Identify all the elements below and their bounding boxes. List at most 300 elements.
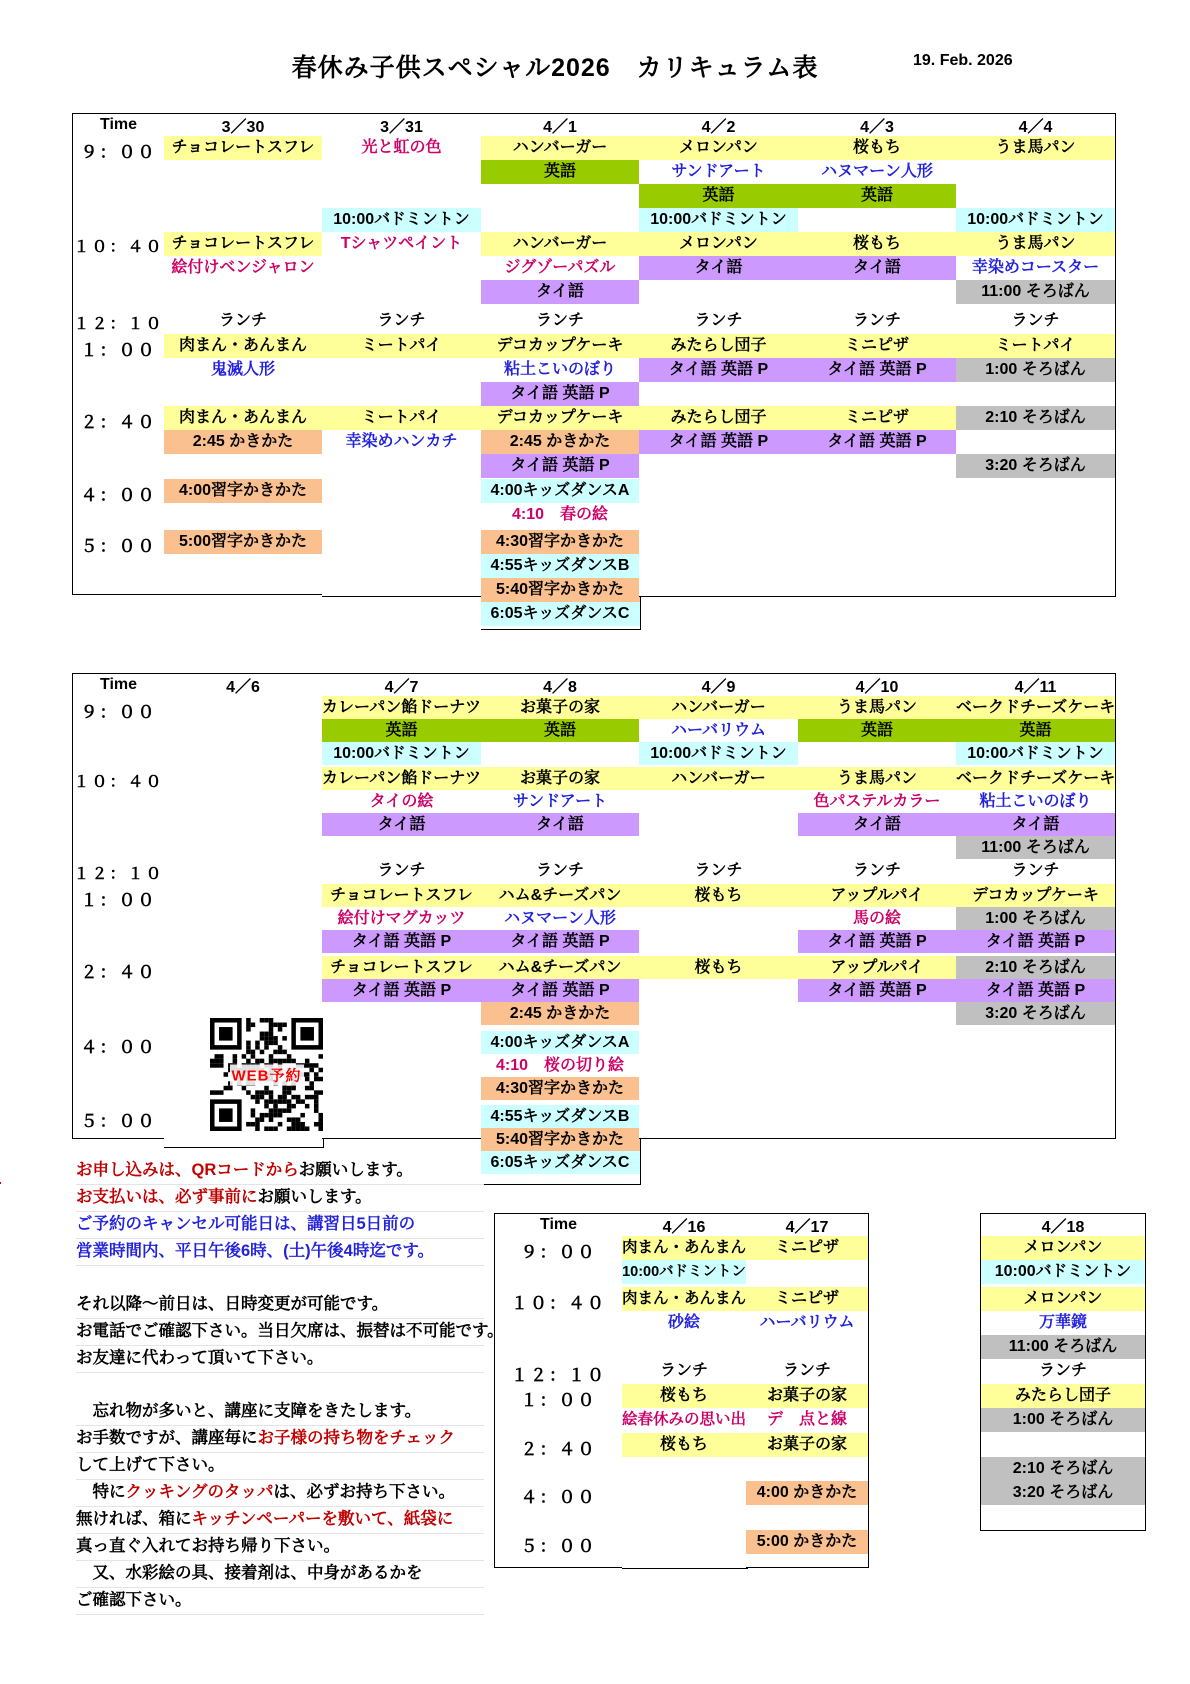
activity-line: うま馬パン	[798, 767, 957, 790]
schedule-cell	[481, 334, 641, 407]
schedule-cell	[798, 1105, 958, 1139]
activity-line: うま馬パン	[956, 136, 1115, 160]
note-text: お友達に代わって頂いて下さい。	[76, 1349, 324, 1367]
activity-line: 11:00 そろばん	[956, 836, 1115, 859]
column-header-time: Time	[494, 1213, 623, 1237]
time-cell	[494, 1433, 623, 1483]
schedule-cell	[481, 696, 641, 769]
time-cell	[72, 530, 165, 577]
activity-line: ランチ	[981, 1359, 1145, 1383]
activity-line: 10:00バドミントン	[322, 208, 481, 232]
note-line	[76, 1266, 484, 1292]
column-header-3-31: 3／31	[322, 113, 482, 137]
schedule-cell	[956, 884, 1116, 957]
note-line	[76, 1319, 504, 1346]
time-cell	[72, 136, 165, 234]
activity-line: ハンバーガー	[481, 232, 640, 256]
column-4-7	[322, 673, 482, 1139]
activity-line: 色パステルカラー	[798, 790, 957, 813]
schedule-cell	[746, 1287, 869, 1360]
activity-line: 3:20 そろばん	[981, 1481, 1145, 1505]
activity-line: チョコレートスフレ	[322, 956, 481, 979]
time-label: １：００	[520, 1391, 597, 1410]
activity-line: タイ語 英語 P	[956, 979, 1115, 1002]
activity-line: サンドアート	[639, 160, 798, 184]
activity-line: 4:00 かきかた	[746, 1481, 868, 1505]
activity-line: タイの絵	[322, 790, 481, 813]
note-line	[76, 1373, 484, 1399]
time-label: ９：００	[520, 1242, 597, 1262]
activity-line: 粘土こいのぼり	[956, 790, 1115, 813]
activity-line: 肉まん・あんまん	[622, 1287, 747, 1311]
activity-line: 桜もち	[639, 884, 798, 907]
column-4-2	[639, 113, 799, 597]
time-cell	[72, 479, 165, 531]
schedule-cell	[622, 1481, 748, 1569]
schedule-cell	[639, 136, 799, 234]
schedule-cell	[322, 406, 482, 481]
activity-line: タイ語 英語 P	[481, 454, 640, 478]
column-header-time: Time	[72, 673, 165, 697]
activity-line: サンドアート	[481, 790, 640, 813]
activity-line	[956, 184, 1115, 208]
activity-line: ランチ	[622, 1359, 747, 1383]
activity-line: ランチ	[798, 309, 957, 333]
activity-line: メロンパン	[981, 1236, 1145, 1260]
schedule-cell	[639, 334, 799, 407]
schedule-cell	[956, 406, 1116, 481]
activity-line: ランチ	[481, 859, 640, 882]
activity-line: アップルパイ	[798, 956, 957, 979]
schedule-cell	[322, 309, 482, 336]
schedule-cell	[639, 530, 799, 597]
schedule-cell	[481, 767, 641, 860]
column-time	[72, 673, 165, 1139]
qr-code	[210, 1018, 323, 1131]
schedule-cell	[639, 309, 799, 336]
schedule-cell	[639, 479, 799, 531]
schedule-cell	[956, 1105, 1116, 1139]
column-header-4-6: 4／6	[164, 673, 324, 697]
activity-line: 絵春休みの思い出	[622, 1408, 747, 1432]
activity-line: 2:45 かきかた	[481, 430, 640, 454]
activity-line: チョコレートスフレ	[322, 884, 481, 907]
schedule-cell	[639, 956, 799, 1033]
schedule-cell	[798, 479, 958, 531]
schedule-cell	[798, 406, 958, 481]
note-marker	[0, 1166, 1, 1184]
column-header-4-16: 4／16	[622, 1213, 748, 1237]
schedule-cell	[746, 1433, 869, 1483]
activity-line: 桜もち	[639, 956, 798, 979]
activity-line: 4:00キッズダンスA	[481, 479, 640, 503]
activity-line: お菓子の家	[481, 696, 640, 719]
activity-line: 4:55キッズダンスB	[481, 554, 640, 578]
schedule-cell	[481, 1105, 641, 1185]
activity-line: メロンパン	[639, 136, 798, 160]
schedule-cell	[956, 479, 1116, 531]
schedule-cell	[164, 136, 324, 234]
schedule-cell	[322, 334, 482, 407]
time-cell	[72, 859, 165, 886]
time-cell	[72, 696, 165, 769]
activity-line	[981, 1433, 1145, 1457]
time-label: ５：００	[80, 536, 157, 556]
schedule-cell	[980, 1287, 1146, 1360]
activity-line: 桜もち	[798, 136, 957, 160]
time-label: ４：００	[520, 1488, 597, 1507]
schedule-cell	[956, 136, 1116, 234]
schedule-cell	[322, 1031, 482, 1106]
activity-line: 幸染めハンカチ	[322, 430, 481, 454]
note-line	[76, 1239, 484, 1266]
schedule-cell	[164, 309, 324, 336]
activity-line: 1:00 そろばん	[956, 358, 1115, 382]
activity-line: タイ語 英語 P	[481, 930, 640, 953]
activity-line	[956, 160, 1115, 184]
schedule-cell	[481, 884, 641, 957]
activity-line: 10:00バドミントン	[981, 1260, 1145, 1284]
schedule-cell	[956, 696, 1116, 769]
note-line	[76, 1534, 484, 1561]
note-text: お願いします。	[257, 1188, 372, 1206]
column-header-4-8: 4／8	[481, 673, 641, 697]
column-header-4-17: 4／17	[746, 1213, 869, 1237]
activity-line: ランチ	[956, 309, 1115, 333]
activity-line: 桜もち	[798, 232, 957, 256]
time-label: １：００	[80, 341, 157, 360]
note-line	[76, 1292, 484, 1319]
schedule-cell	[798, 334, 958, 407]
activity-line: 万華鏡	[981, 1311, 1145, 1335]
schedule-cell	[639, 767, 799, 860]
note-text: ご予約のキャンセル可能日は、講習日5日前の	[76, 1215, 416, 1233]
activity-line: 絵付けベンジャロン	[164, 256, 323, 280]
time-cell	[72, 767, 165, 860]
activity-line: 桜もち	[622, 1384, 747, 1408]
schedule-cell	[746, 1359, 869, 1386]
schedule-cell	[956, 232, 1116, 310]
activity-line: ハヌマーン人形	[481, 907, 640, 930]
activity-line: 10:00バドミントン	[639, 742, 798, 765]
schedule-cell	[481, 859, 641, 886]
schedule-cell	[798, 859, 958, 886]
note-text: して上げて下さい。	[76, 1456, 225, 1474]
note-text: 忘れ物が多いと、講座に支障をきたします。	[76, 1402, 422, 1420]
activity-line: タイ語	[956, 813, 1115, 836]
activity-line: ランチ	[639, 859, 798, 882]
time-label: ２：４０	[80, 962, 157, 982]
activity-line: タイ語 英語 P	[798, 930, 957, 953]
activity-line: 10:00バドミントン	[622, 1260, 747, 1284]
schedule-cell	[639, 859, 799, 886]
activity-line: タイ語 英語 P	[798, 430, 957, 454]
time-label: ４：００	[80, 1038, 157, 1057]
schedule-cell	[639, 1031, 799, 1106]
activity-line: お菓子の家	[746, 1433, 868, 1457]
schedule-cell	[481, 136, 641, 234]
activity-line: タイ語	[798, 256, 957, 280]
schedule-cell	[481, 479, 641, 531]
schedule-cell	[746, 1236, 869, 1289]
activity-line: 1:00 そろばん	[981, 1408, 1145, 1432]
schedule-cell	[639, 1105, 799, 1139]
note-line	[76, 1426, 484, 1453]
activity-line: 絵付けマグカッツ	[322, 907, 481, 930]
activity-line: 2:45 かきかた	[481, 1002, 640, 1025]
note-text: お子様の持ち物をチェック	[257, 1429, 456, 1447]
activity-line	[322, 160, 481, 184]
time-label: １０：４０	[511, 1294, 606, 1313]
column-header-4-3: 4／3	[798, 113, 958, 137]
activity-line: 6:05キッズダンスC	[481, 602, 640, 626]
activity-line: 鬼滅人形	[164, 358, 323, 382]
activity-line: ハヌマーン人形	[798, 160, 957, 184]
schedule-cell	[956, 530, 1116, 597]
activity-line: 4:00キッズダンスA	[481, 1031, 640, 1054]
time-cell	[72, 1031, 165, 1106]
note-text: 無ければ、箱に	[76, 1510, 192, 1528]
activity-line: ハム&チーズパン	[481, 884, 640, 907]
activity-line: ランチ	[322, 309, 481, 333]
activity-line: 1:00 そろばん	[956, 907, 1115, 930]
activity-line: 肉まん・あんまん	[164, 334, 323, 358]
schedule-cell	[956, 334, 1116, 407]
activity-line: ランチ	[639, 309, 798, 333]
activity-line: ミニピザ	[746, 1287, 868, 1311]
column-header-4-11: 4／11	[956, 673, 1116, 697]
column-header-4-9: 4／9	[639, 673, 799, 697]
time-cell	[494, 1481, 623, 1531]
schedule-cell	[746, 1481, 869, 1531]
schedule-cell	[980, 1359, 1146, 1386]
activity-line: ハンバーガー	[639, 696, 798, 719]
column-header-4-7: 4／7	[322, 673, 482, 697]
activity-line: メロンパン	[639, 232, 798, 256]
activity-line: ミートパイ	[322, 406, 481, 430]
activity-line: 4:10 春の絵	[481, 503, 640, 527]
activity-line: ランチ	[956, 859, 1115, 882]
time-cell	[494, 1384, 623, 1434]
activity-line: 4:55キッズダンスB	[481, 1105, 640, 1128]
time-label: １０：４０	[73, 239, 164, 256]
column-4-16	[622, 1213, 748, 1569]
note-text: 又、水彩絵の具、接着剤は、中身があるかを	[76, 1564, 423, 1582]
activity-line: 馬の絵	[798, 907, 957, 930]
schedule-cell	[956, 309, 1116, 336]
schedule-cell	[746, 1530, 869, 1568]
activity-line: ランチ	[164, 309, 323, 333]
activity-line: うま馬パン	[956, 232, 1115, 256]
time-label: ９：００	[80, 702, 157, 722]
activity-line: 2:10 そろばん	[956, 406, 1115, 430]
note-text: それ以降～前日は、日時変更が可能です。	[76, 1295, 389, 1313]
time-cell	[494, 1359, 623, 1386]
note-line	[76, 1507, 484, 1534]
schedule-cell	[481, 1031, 641, 1106]
time-label: ５：００	[80, 1111, 157, 1131]
schedule-cell	[798, 530, 958, 597]
activity-line: ミートパイ	[956, 334, 1115, 358]
activity-line: デ 点と線	[746, 1408, 868, 1432]
activity-line: みたらし団子	[639, 334, 798, 358]
activity-line: ジグゾーパズル	[481, 256, 640, 280]
note-text: 特に	[76, 1483, 126, 1501]
note-line	[76, 1453, 484, 1480]
schedule-cell	[980, 1481, 1146, 1531]
activity-line: 3:20 そろばん	[956, 454, 1115, 478]
schedule-cell	[322, 232, 482, 310]
activity-line	[322, 184, 481, 208]
schedule-cell	[798, 309, 958, 336]
activity-line: ハンバーガー	[481, 136, 640, 160]
activity-line: タイ語 英語 P	[481, 979, 640, 1002]
note-text: ご確認下さい。	[76, 1591, 192, 1609]
time-cell	[72, 334, 165, 407]
time-cell	[72, 884, 165, 957]
column-header-4-18: 4／18	[980, 1213, 1146, 1237]
activity-line: カレーパン餡ドーナツ	[322, 767, 481, 790]
schedule-cell	[481, 530, 641, 630]
activity-line: 10:00バドミントン	[639, 208, 798, 232]
time-label: １２：１０	[511, 1365, 606, 1385]
activity-line: チョコレートスフレ	[164, 136, 323, 160]
activity-line: 英語	[798, 719, 957, 742]
schedule-cell	[980, 1433, 1146, 1483]
note-text: は、必ずお持ち下さい。	[273, 1483, 456, 1501]
note-text: お願いします。	[298, 1161, 413, 1179]
time-label: ２：４０	[520, 1439, 597, 1459]
column-header-4-4: 4／4	[956, 113, 1116, 137]
activity-line: 5:00 かきかた	[746, 1530, 868, 1554]
schedule-cell	[639, 696, 799, 769]
schedule-cell	[322, 884, 482, 957]
activity-line: ハーバリウム	[639, 719, 798, 742]
column-4-4	[956, 113, 1116, 597]
schedule-cell	[746, 1384, 869, 1434]
schedule-cell	[639, 406, 799, 481]
time-label: １：００	[80, 891, 157, 910]
activity-line: カレーパン餡ドーナツ	[322, 696, 481, 719]
activity-line: 桜もち	[622, 1433, 747, 1457]
note-line	[76, 1346, 484, 1373]
note-text: お支払いは、必ず事前に	[76, 1188, 258, 1206]
activity-line: 6:05キッズダンスC	[481, 1151, 640, 1174]
column-4-11	[956, 673, 1116, 1139]
schedule-cell	[164, 334, 324, 407]
activity-line: ランチ	[322, 859, 481, 882]
activity-line: 10:00バドミントン	[956, 742, 1115, 765]
activity-line: 粘土こいのぼり	[481, 358, 640, 382]
activity-line: 英語	[322, 719, 481, 742]
activity-line: 5:40習字かきかた	[481, 1128, 640, 1151]
schedule-cell	[622, 1384, 748, 1434]
activity-line: タイ語 英語 P	[481, 382, 640, 406]
activity-line: タイ語	[481, 280, 640, 304]
activity-line: ハンバーガー	[639, 767, 798, 790]
schedule-cell	[798, 696, 958, 769]
activity-line: デコカップケーキ	[481, 406, 640, 430]
schedule-cell	[481, 406, 641, 481]
activity-line: 2:10 そろばん	[956, 956, 1115, 979]
schedule-cell	[622, 1359, 748, 1386]
schedule-cell	[798, 956, 958, 1033]
column-time	[72, 113, 165, 595]
time-cell	[72, 575, 165, 595]
activity-line: タイ語 英語 P	[639, 430, 798, 454]
column-4-1	[481, 113, 641, 630]
note-text: 営業時間内、平日午後6時、(土)午後4時迄です。	[76, 1242, 435, 1260]
activity-line: ミートパイ	[322, 334, 481, 358]
note-text: クッキングのタッパ	[125, 1483, 274, 1501]
activity-line: チョコレートスフレ	[164, 232, 323, 256]
note-line	[76, 1480, 484, 1507]
activity-line: 4:10 桜の切り絵	[481, 1054, 640, 1077]
activity-line: デコカップケーキ	[956, 884, 1115, 907]
activity-line: 英語	[481, 160, 640, 184]
activity-line: 11:00 そろばん	[981, 1335, 1145, 1359]
schedule-cell	[956, 956, 1116, 1033]
activity-line: アップルパイ	[798, 884, 957, 907]
column-3-31	[322, 113, 482, 597]
activity-line: 4:00習字かきかた	[164, 479, 323, 503]
schedule-cell	[956, 767, 1116, 860]
schedule-cell	[164, 575, 324, 595]
column-4-3	[798, 113, 958, 597]
column-header-4-10: 4／10	[798, 673, 958, 697]
activity-line: 英語	[798, 184, 957, 208]
column-header-4-2: 4／2	[639, 113, 799, 137]
activity-line: ランチ	[746, 1359, 868, 1383]
activity-line: 肉まん・あんまん	[622, 1236, 747, 1260]
schedule-cell	[164, 530, 324, 577]
activity-line	[956, 430, 1115, 454]
schedule-cell	[980, 1236, 1146, 1289]
activity-line: メロンパン	[981, 1287, 1145, 1311]
schedule-cell	[956, 859, 1116, 886]
schedule-cell	[164, 406, 324, 481]
activity-line: タイ語	[639, 256, 798, 280]
activity-line: タイ語 英語 P	[322, 930, 481, 953]
note-line	[76, 1399, 484, 1426]
activity-line: 5:40習字かきかた	[481, 578, 640, 602]
activity-line: ミニピザ	[798, 334, 957, 358]
activity-line: ランチ	[481, 309, 640, 333]
note-text: キッチンペーパーを敷いて、紙袋に	[191, 1510, 454, 1528]
note-line	[76, 1158, 484, 1185]
activity-line: タイ語 英語 P	[798, 979, 957, 1002]
activity-line: Tシャツペイント	[322, 232, 481, 256]
activity-line: 英語	[481, 719, 640, 742]
activity-line: ベークドチーズケーキ	[956, 696, 1115, 719]
note-text: お申し込みは、QRコードから	[76, 1161, 299, 1179]
schedule-cell	[322, 136, 482, 234]
time-cell	[72, 956, 165, 1033]
activity-line: 光と虹の色	[322, 136, 481, 160]
activity-line: タイ語	[798, 813, 957, 836]
activity-line: 5:00習字かきかた	[164, 530, 323, 554]
qr-label: WEB予約	[230, 1064, 304, 1085]
column-4-9	[639, 673, 799, 1139]
time-label: １０：４０	[73, 774, 164, 791]
schedule-cell	[798, 767, 958, 860]
activity-line: タイ語 英語 P	[639, 358, 798, 382]
time-label: ２：４０	[80, 412, 157, 432]
time-cell	[72, 406, 165, 481]
activity-line: お菓子の家	[481, 767, 640, 790]
activity-line: 砂絵	[622, 1311, 747, 1335]
activity-line: 英語	[956, 719, 1115, 742]
